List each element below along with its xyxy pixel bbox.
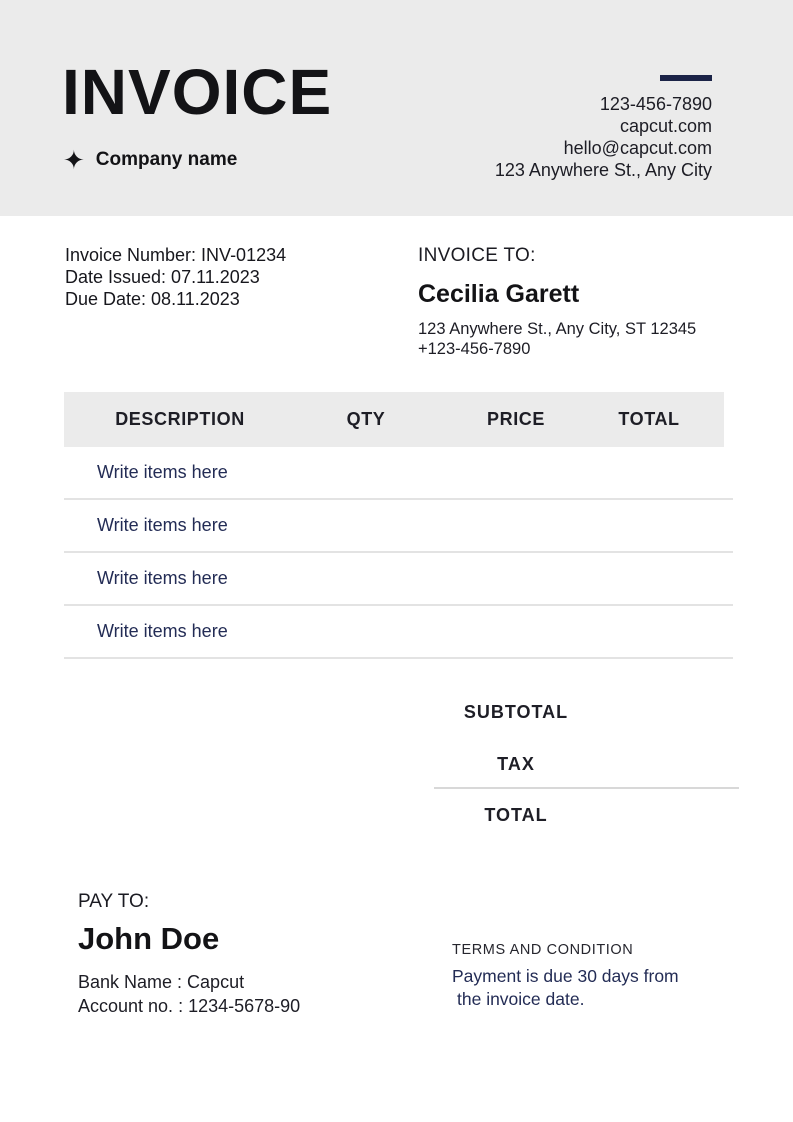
table-row[interactable]: [64, 500, 733, 553]
bank-name: Bank Name : Capcut: [78, 972, 245, 992]
terms-heading: TERMS AND CONDITION: [452, 942, 634, 958]
bill-to-address-line: 123 Anywhere St., Any City, ST 12345: [418, 320, 697, 338]
invoice-title: INVOICE: [62, 56, 333, 128]
subtotal-label: SUBTOTAL: [463, 702, 569, 722]
invoice-number: Invoice Number: INV-01234: [65, 245, 287, 265]
terms-block: [452, 942, 679, 1011]
items-table: [64, 392, 733, 659]
pay-to-bank-details: [78, 970, 300, 1018]
bill-to-name: Cecilia Garett: [418, 280, 580, 308]
table-row[interactable]: [64, 447, 733, 500]
items-table-header: [64, 392, 724, 447]
bill-to-heading: INVOICE TO:: [418, 245, 536, 266]
date-issued: Date Issued: 07.11.2023: [65, 267, 260, 287]
terms-line1: Payment is due 30 days from: [452, 966, 679, 986]
due-date: Due Date: 08.11.2023: [65, 289, 240, 309]
totals-block: [434, 695, 739, 824]
contact-email: hello@capcut.com: [563, 138, 712, 158]
bill-to-phone: +123-456-7890: [418, 340, 531, 358]
invoice-meta-block: [65, 244, 286, 310]
table-row[interactable]: [64, 553, 733, 606]
item-description-placeholder[interactable]: Write items here: [97, 462, 228, 482]
account-number: Account no. : 1234-5678-90: [78, 996, 301, 1016]
table-row[interactable]: [64, 606, 733, 659]
pay-to-name: John Doe: [78, 921, 220, 956]
totals-divider: [434, 787, 739, 789]
col-header-description: DESCRIPTION: [115, 409, 245, 429]
pay-to-heading: PAY TO:: [78, 891, 150, 912]
sparkle-icon: ✦: [63, 145, 85, 175]
terms-line2: the invoice date.: [457, 989, 585, 1009]
item-description-placeholder[interactable]: Write items here: [97, 621, 228, 641]
bill-to-block: [418, 245, 696, 359]
pay-to-block: [78, 891, 300, 1018]
tax-label: TAX: [497, 754, 535, 774]
col-header-total: TOTAL: [618, 409, 680, 429]
item-description-placeholder[interactable]: Write items here: [97, 515, 228, 535]
header-contact-block: [495, 75, 712, 181]
col-header-qty: QTY: [346, 409, 386, 429]
col-header-price: PRICE: [486, 409, 545, 429]
company-name: Company name: [95, 149, 238, 170]
contact-address: 123 Anywhere St., Any City: [494, 160, 712, 180]
item-description-placeholder[interactable]: Write items here: [97, 568, 228, 588]
header-band: [0, 0, 793, 216]
company-row: [63, 147, 237, 173]
bill-to-address: [418, 319, 696, 359]
contact-website: capcut.com: [619, 116, 712, 136]
terms-text: [452, 965, 679, 1011]
total-label: TOTAL: [484, 805, 548, 825]
accent-bar: [660, 75, 712, 81]
contact-phone: 123-456-7890: [599, 94, 712, 114]
